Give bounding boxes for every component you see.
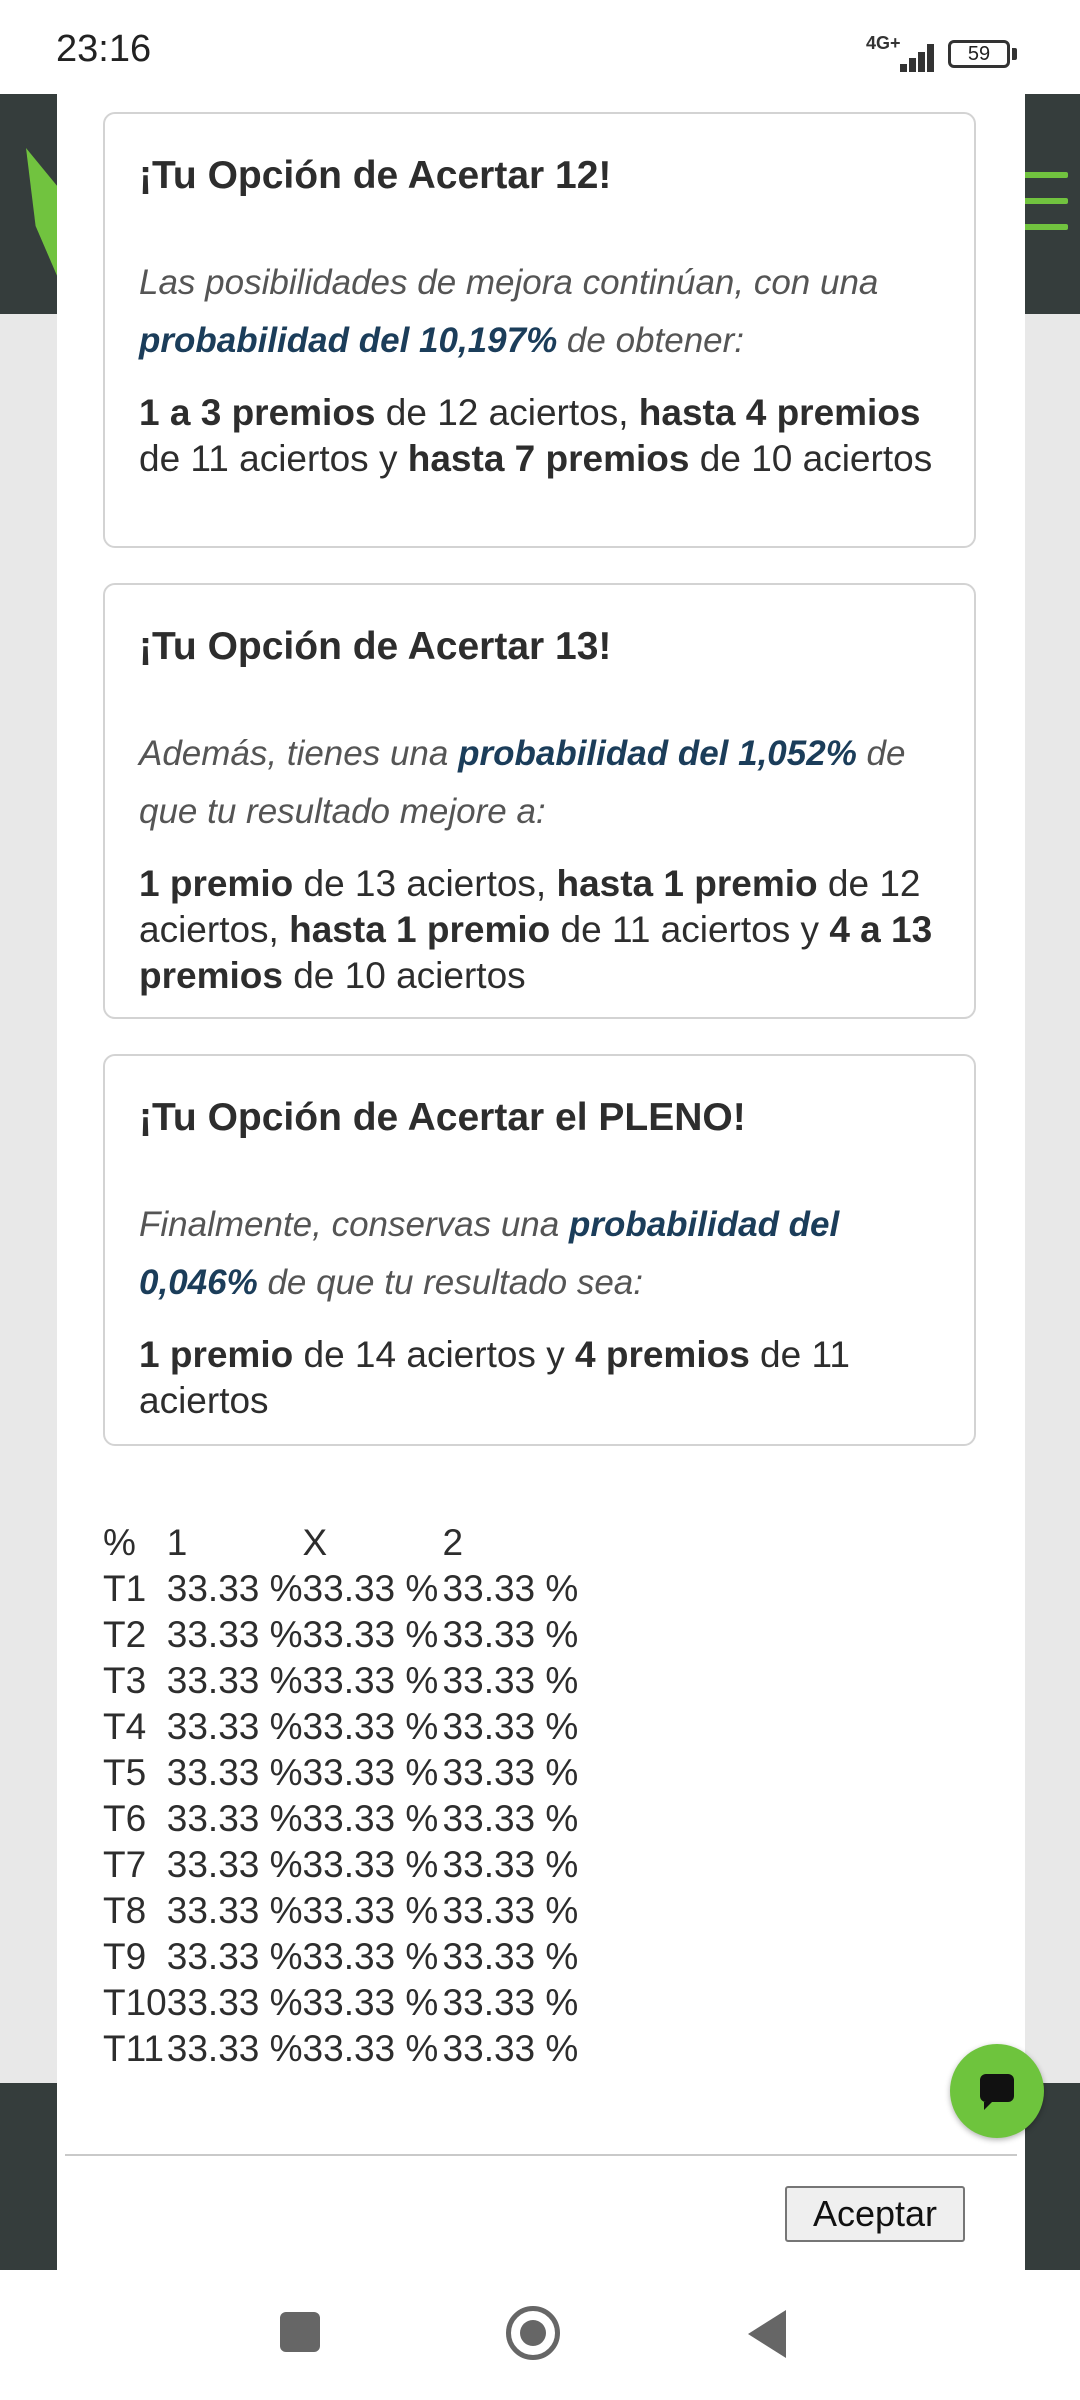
table-row — [103, 1750, 603, 1796]
row-label: T10 — [103, 1982, 167, 2023]
table-cell: 33.33 % — [166, 1936, 303, 1977]
battery-level: 59 — [967, 43, 991, 65]
card-title: ¡Tu Opción de Acertar 13! — [139, 625, 612, 668]
table-cell: 33.33 % — [166, 1890, 303, 1931]
table-cell: 33.33 % — [166, 1752, 303, 1793]
table-cell: 33.33 % — [442, 1568, 579, 1609]
table-row — [103, 1796, 603, 1842]
table-cell: 33.33 % — [302, 1660, 439, 1701]
table-cell: 33.33 % — [302, 1568, 439, 1609]
row-label: T6 — [103, 1798, 147, 1839]
table-cell: 33.33 % — [302, 1844, 439, 1885]
table-cell: 33.33 % — [166, 1660, 303, 1701]
table-cell: 33.33 % — [302, 1752, 439, 1793]
table-header-row — [103, 1520, 603, 1566]
chat-button[interactable] — [950, 2044, 1044, 2138]
hamburger-menu-icon[interactable] — [1020, 172, 1068, 232]
table-cell: 33.33 % — [302, 1982, 439, 2023]
card-detail: 1 premio de 14 aciertos y 4 premios de 11 aciertos — [139, 1334, 850, 1421]
table-cell: 33.33 % — [166, 1844, 303, 1885]
table-row — [103, 1934, 603, 1980]
table-cell: 33.33 % — [442, 1982, 579, 2023]
results-modal — [57, 94, 1025, 2270]
table-cell: 33.33 % — [442, 1660, 579, 1701]
row-label: T9 — [103, 1936, 147, 1977]
card-title: ¡Tu Opción de Acertar el PLENO! — [139, 1096, 746, 1139]
probability-value: probabilidad del 10,197% — [139, 321, 558, 360]
table-row — [103, 1566, 603, 1612]
recents-icon[interactable] — [280, 2312, 320, 2352]
card-lead: Además, tienes una probabilidad del 1,052% de que tu resultado mejore a: — [139, 734, 906, 831]
table-cell: 33.33 % — [442, 1614, 579, 1655]
card-acertar-12 — [103, 112, 976, 548]
table-cell: 33.33 % — [302, 1936, 439, 1977]
table-row — [103, 1980, 603, 2026]
status-bar — [0, 0, 1080, 94]
row-label: T8 — [103, 1890, 147, 1931]
card-lead: Las posibilidades de mejora continúan, con una probabilidad del 10,197% de obtener: — [139, 263, 879, 360]
table-row — [103, 2026, 603, 2072]
table-cell: 33.33 % — [166, 1706, 303, 1747]
clock: 23:16 — [56, 28, 152, 70]
chat-bubble-icon — [980, 2074, 1014, 2102]
card-acertar-pleno — [103, 1054, 976, 1446]
back-icon[interactable] — [748, 2310, 786, 2358]
home-icon[interactable] — [506, 2306, 560, 2360]
divider — [65, 2154, 1017, 2156]
table-cell: 33.33 % — [442, 1890, 579, 1931]
table-cell: 33.33 % — [166, 1614, 303, 1655]
table-cell: 33.33 % — [442, 2028, 579, 2069]
accept-button[interactable]: Aceptar — [785, 2186, 965, 2242]
row-label: T2 — [103, 1614, 147, 1655]
table-header: 1 — [166, 1522, 188, 1563]
card-acertar-13 — [103, 583, 976, 1019]
table-cell: 33.33 % — [442, 1706, 579, 1747]
table-header: % — [103, 1522, 136, 1563]
table-cell: 33.33 % — [166, 2028, 303, 2069]
card-detail: 1 a 3 premios de 12 aciertos, hasta 4 premios de 11 aciertos y hasta 7 premios de 10 aciertos — [139, 392, 933, 479]
table-cell: 33.33 % — [166, 1982, 303, 2023]
table-cell: 33.33 % — [302, 1890, 439, 1931]
table-cell: 33.33 % — [166, 1798, 303, 1839]
table-row — [103, 1888, 603, 1934]
table-cell: 33.33 % — [302, 1706, 439, 1747]
table-cell: 33.33 % — [442, 1936, 579, 1977]
table-row — [103, 1704, 603, 1750]
table-row — [103, 1612, 603, 1658]
signal-icon — [896, 38, 936, 72]
table-cell: 33.33 % — [302, 1614, 439, 1655]
table-header: 2 — [442, 1522, 464, 1563]
table-cell: 33.33 % — [442, 1798, 579, 1839]
table-row — [103, 1842, 603, 1888]
network-type: 4G+ — [866, 33, 901, 53]
table-cell: 33.33 % — [442, 1752, 579, 1793]
card-lead: Finalmente, conservas una probabilidad del 0,046% de que tu resultado sea: — [139, 1205, 840, 1302]
table-cell: 33.33 % — [302, 2028, 439, 2069]
probability-value: probabilidad del 1,052% — [458, 734, 857, 773]
card-title: ¡Tu Opción de Acertar 12! — [139, 154, 612, 197]
battery-icon — [948, 40, 1010, 68]
navigation-bar — [0, 2270, 1080, 2400]
probability-value: probabilidad del 0,046% — [139, 1205, 840, 1302]
probability-table — [103, 1520, 603, 2072]
table-header: X — [302, 1522, 328, 1563]
row-label: T1 — [103, 1568, 147, 1609]
table-row — [103, 1658, 603, 1704]
row-label: T3 — [103, 1660, 147, 1701]
card-detail: 1 premio de 13 aciertos, hasta 1 premio de 12 aciertos, hasta 1 premio de 11 aciertos y 4 a 13 premios de 10 aciertos — [139, 863, 933, 996]
row-label: T7 — [103, 1844, 147, 1885]
battery-tip — [1012, 48, 1017, 60]
table-cell: 33.33 % — [166, 1568, 303, 1609]
row-label: T11 — [103, 2028, 165, 2069]
row-label: T4 — [103, 1706, 147, 1747]
table-cell: 33.33 % — [442, 1844, 579, 1885]
row-label: T5 — [103, 1752, 147, 1793]
table-cell: 33.33 % — [302, 1798, 439, 1839]
